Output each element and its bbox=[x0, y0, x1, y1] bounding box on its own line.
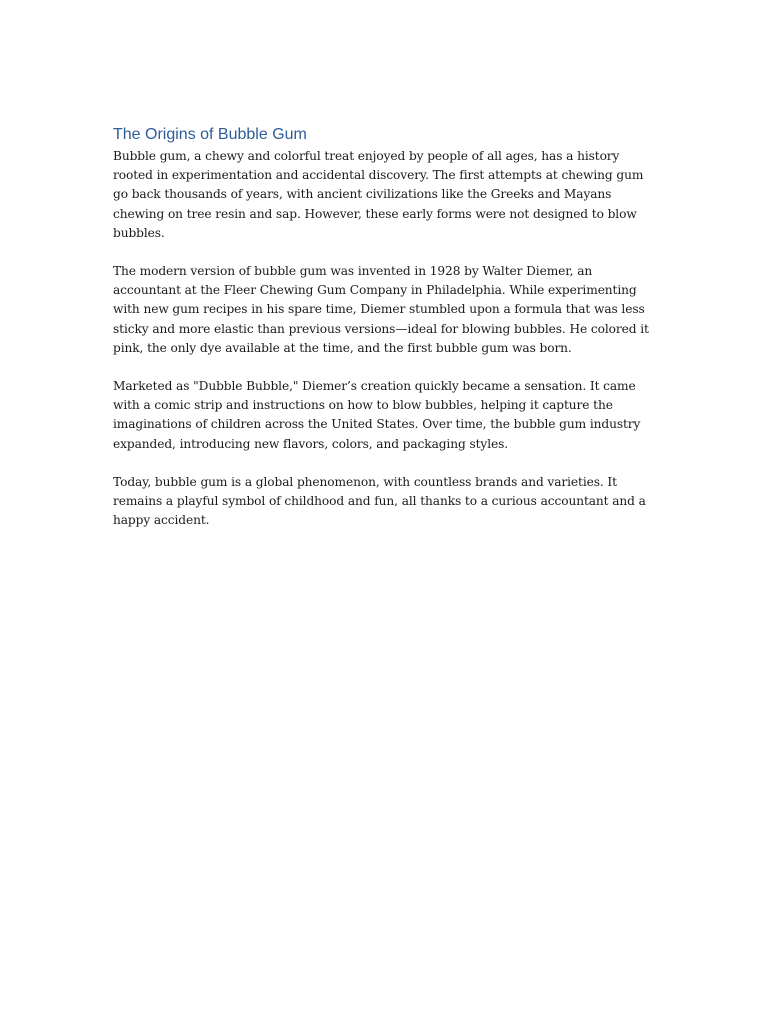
document-title: The Origins of Bubble Gum bbox=[113, 126, 307, 143]
paragraph-2: The modern version of bubble gum was invented in 1928 by Walter Diemer, an accountant at the Fleer Chewing Gum Company in Philadelphia. While experimenting with new gum recipes in his spare time, Diemer stumbled upon a formula that was less sticky and more elastic than previous versions—ideal for blowing bubbles. He colored it pink, the only dye available at the time, and the first bubble gum was born. bbox=[113, 264, 649, 355]
paragraph-4: Today, bubble gum is a global phenomenon, with countless brands and varieties. It remains a playful symbol of childhood and fun, all thanks to a curious accountant and a happy accident. bbox=[113, 474, 646, 528]
paragraph-1: Bubble gum, a chewy and colorful treat enjoyed by people of all ages, has a history rooted in experimentation and accidental discovery. The first attempts at chewing gum go back thousands of years, with ancient civilizations like the Greeks and Mayans chewing on tree resin and sap. However, these early forms were not designed to blow bubbles. bbox=[113, 149, 644, 240]
paragraph-3: Marketed as "Dubble Bubble," Diemer’s creation quickly became a sensation. It came with a comic strip and instructions on how to blow bubbles, helping it capture the imaginations of children across the United States. Over time, the bubble gum industry expanded, introducing new flavors, colors, and packaging styles. bbox=[113, 379, 641, 451]
document-body bbox=[113, 124, 658, 549]
